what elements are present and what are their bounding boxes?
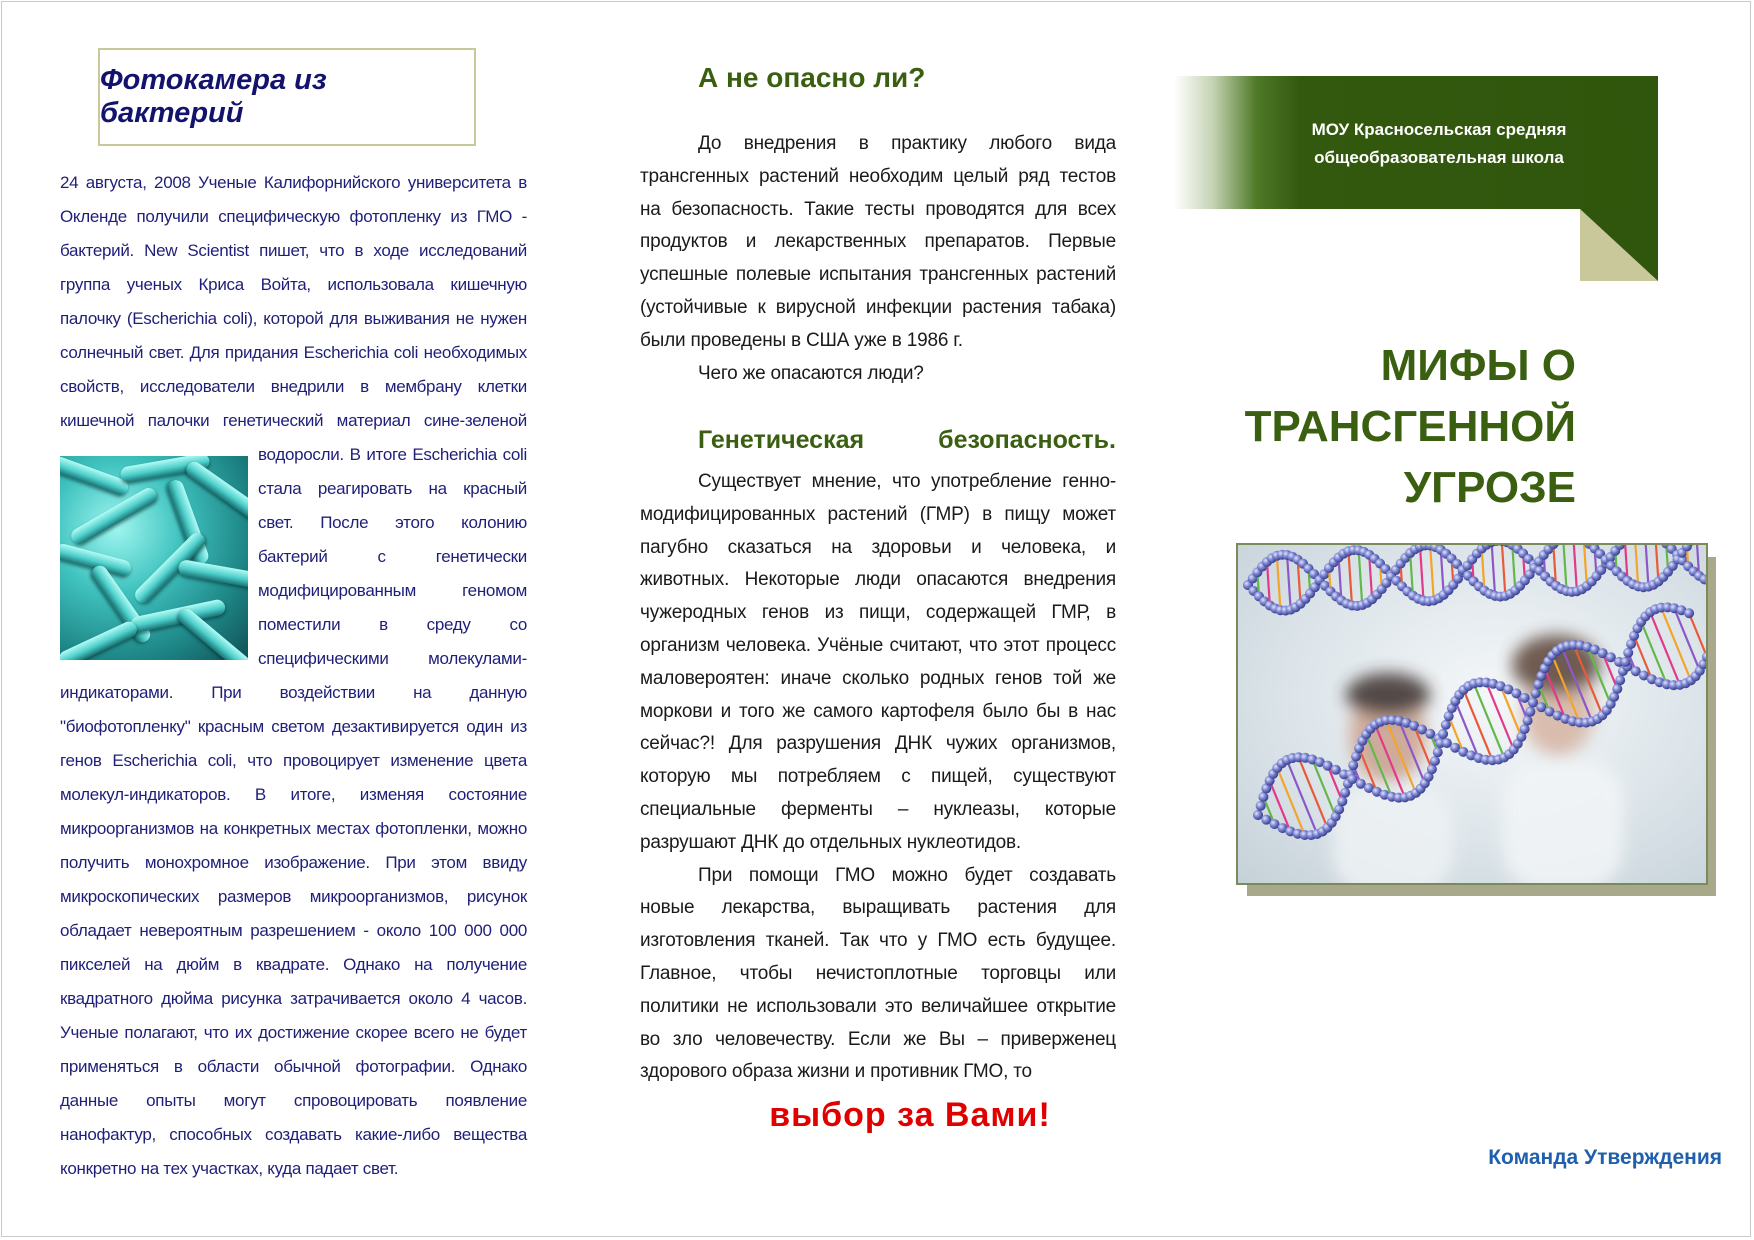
left-text-after-image: В итоге Escherichia coli стала реагировать на красный свет. После этого колонию бактерий с генетически модифицированным геномом поместили в среду со специфическими молекулами-индикаторами. При воздействии на данную "биофотопленку" красным светом дезактивируется один из генов Escherichia coli, что провоцирует изменение цвета молекул-индикаторов. В итоге, изменяя состояние микроорганизмов на конкретных местах фотопленки, можно получить монохромное изображение. При этом ввиду микроскопических размеров микроорганизмов, рисунок обладает невероятным разрешением - около 100 000 000 пикселей на дюйм в квадрате. Однако на получение квадратного дюйма рисунка затрачивается около 4 часов. Ученые полагают, что их достижение скорее всего не будет применяться в области обычной фотографии. Однако данные опыты могут спровоцировать появление нанофактур, способных создавать какие-либо вещества конкретно на тех участках, куда падает свет. (60, 445, 527, 1178)
dna-scientists-photo (1236, 543, 1708, 885)
brochure-title (1220, 335, 1576, 518)
middle-intro-text (640, 128, 1116, 390)
left-title-box (98, 48, 476, 146)
middle-paragraph-4: При помощи ГМО можно будет создавать новые лекарства, выращивать растения для изготовления тканей. Так что у ГМО есть будущее. Главное, чтобы нечистоплотные торговцы или политики не использовали это величайшее открытие во зло человечеству. Если же Вы – приверженец здорового образа жизни и противник ГМО, то (640, 864, 1116, 1083)
title-line-2: ТРАНСГЕННОЙ (1244, 402, 1576, 451)
middle-main-text (640, 466, 1116, 1089)
middle-paragraph-1: До внедрения в практику любого вида трансгенных растений необходим целый ряд тестов на безопасность. Такие тесты проводятся для всех продуктов и лекарственных препаратов. Первые успешные полевые испытания трансгенных растений (устойчивые к вирусной инфекции растения табака) были проведены в США уже в 1986 г. (640, 133, 1116, 351)
title-line-1: МИФЫ О (1380, 341, 1576, 390)
team-name: Команда Утверждения (1488, 1146, 1722, 1169)
middle-subheading (698, 426, 1116, 455)
middle-paragraph-2: Чего же опасаются люди? (698, 362, 924, 384)
title-line-3: УГРОЗЕ (1403, 463, 1576, 512)
subheading-word-1: Генетическая (698, 426, 865, 454)
left-title: Фотокамера из бактерий (100, 64, 327, 129)
middle-heading: А не опасно ли? (698, 62, 926, 93)
school-name (1220, 116, 1658, 172)
middle-paragraph-3: Существует мнение, что употребление генно-модифицированных растений (ГМР) в пищу может пагубно сказаться на здоровьи и человека, и животных. Некоторые люди опасаются внедрения чужеродных генов из пищи, содержащей ГМР, в организм человека. Учёные считают, что этот процесс маловероятен: иначе сколько родных генов той же моркови и того же самого картофеля было бы в нас сейчас?! Для разрушения ДНК чужих организмов, которую мы потребляем с пищей, существуют специальные ферменты – нуклеазы, которые разрушают ДНК до отдельных нуклеотидов. (640, 471, 1116, 853)
banner-fold-corner (1580, 209, 1658, 281)
bacteria-image (60, 456, 248, 660)
subheading-word-2: безопасность. (938, 426, 1116, 454)
left-article (60, 166, 527, 1186)
school-name-line-1: МОУ Красносельская средняя (1311, 120, 1567, 139)
school-name-line-2: общеобразовательная школа (1314, 148, 1564, 167)
left-text-before-image: 24 августа, 2008 Ученые Калифорнийского университета в Окленде получили специфическую фотопленку из ГМО - бактерий. New Scientist пишет, что в ходе исследований группа ученых Криса Войта, использовала кишечную палочку (Escherichia coli), которой для выживания не нужен солнечный свет. Для придания Escherichia coli необходимых свойств, исследователи внедрили в мембрану клетки кишечной палочки генетический материал сине-зеленой водоросли. (60, 173, 527, 464)
choice-slogan: выбор за Вами! (769, 1096, 1051, 1134)
